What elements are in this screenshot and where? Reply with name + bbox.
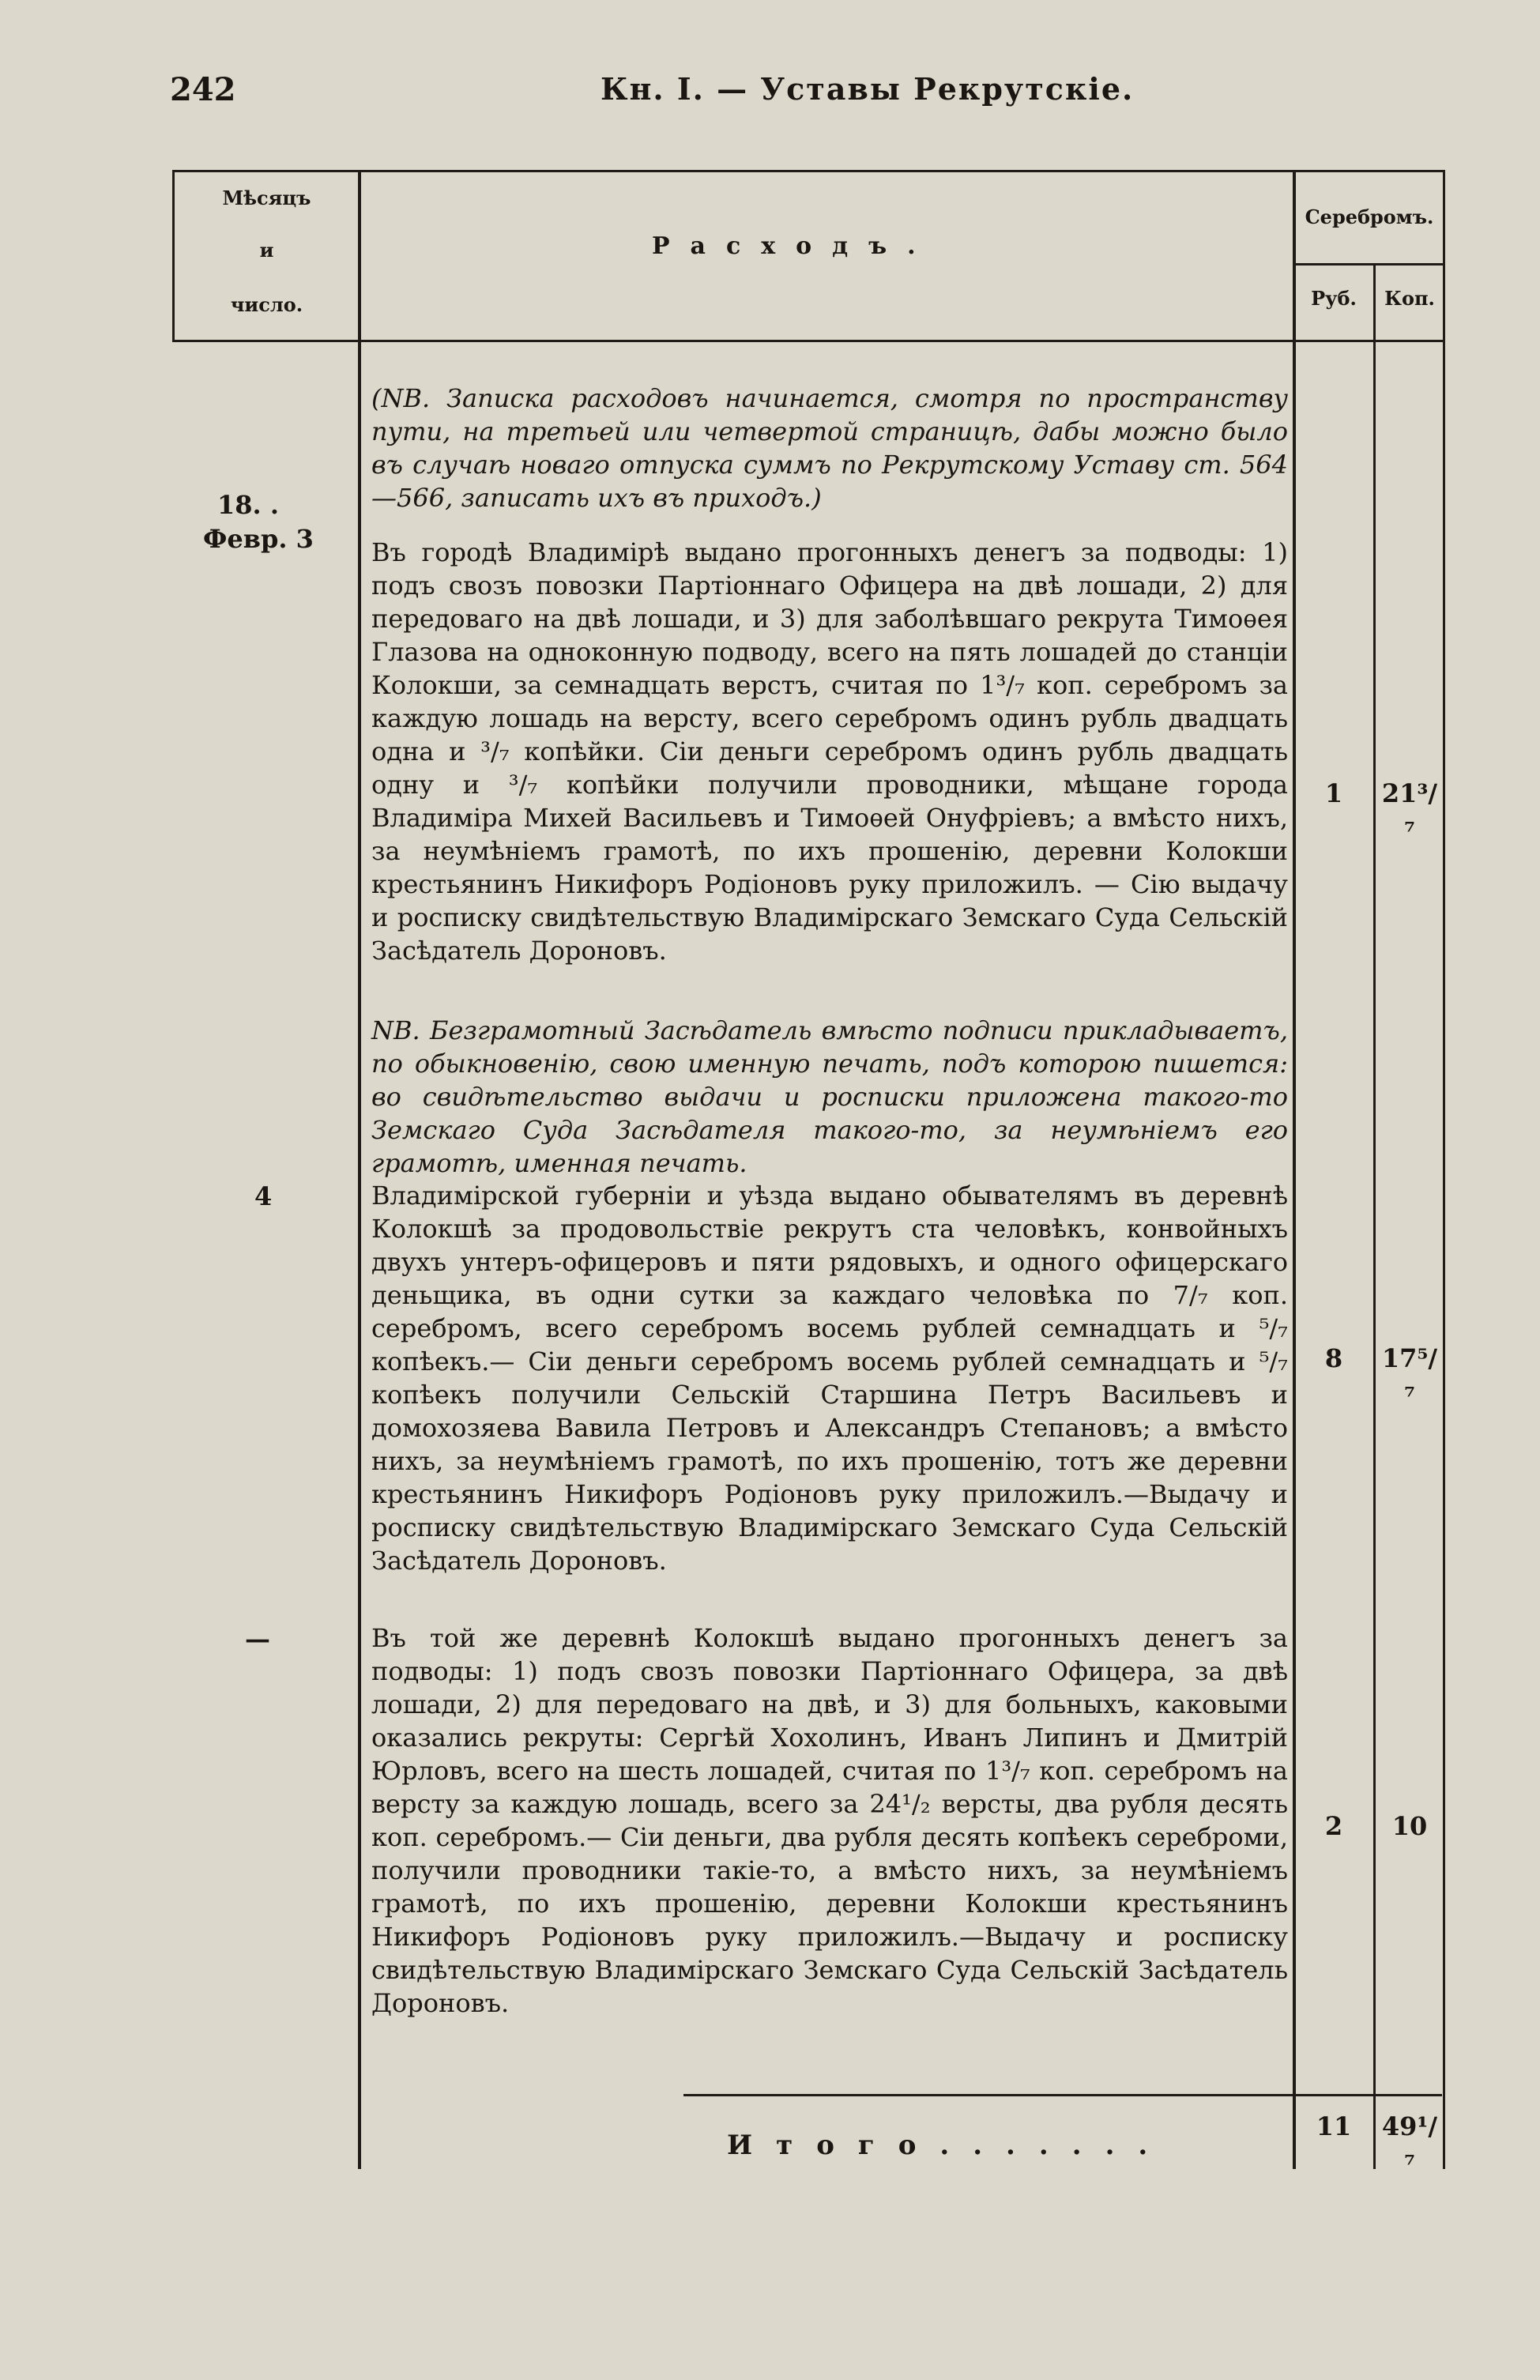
total-rule [683, 2094, 1442, 2096]
silver-header: Серебромъ. [1305, 205, 1434, 228]
running-head [0, 71, 1540, 119]
month-header-line3: число. [230, 292, 303, 316]
nb-note-entry: (NB. Записка расходовъ начинается, смотря по пространству пути, на третьей или четвертой страницѣ, дабы можно было въ случаѣ новаго отпуска суммъ по Рекрутскому Уставу ст. 564—566, записать ихъ въ приходъ.) [371, 383, 1288, 513]
total-kop: 49¹/₇ [1381, 2111, 1438, 2171]
kop-header: Коп. [1384, 287, 1435, 310]
month-header [178, 188, 356, 315]
kop-amount: 17⁵/₇ [1381, 1343, 1438, 1403]
rub-column-rule [1293, 170, 1296, 2169]
kop-column-rule [1373, 263, 1376, 2169]
running-title: Кн. I. — Уставы Рекрутскіе. [601, 71, 1135, 107]
table-top-rule [172, 170, 1444, 172]
expense-header: Расходъ. [652, 232, 936, 260]
table-right-rule [1443, 170, 1445, 2169]
table-left-rule [172, 170, 175, 342]
date-cell: 4 [254, 1181, 273, 1211]
month-header-line2: и [259, 239, 274, 262]
kop-amount: 21³/₇ [1381, 778, 1438, 838]
page-number: 242 [170, 71, 236, 108]
nb-seal-note: NB. Безграмотный Засѣдатель вмѣсто подписи прикладываетъ, по обыкновенію, свою именную печать, подъ которою пишется: во свидѣтельство выдачи и росписки приложена такого-то Земскаго Суда Засѣдателя такого-то, за неумѣніемъ его грамотѣ, именная печать. [371, 1015, 1288, 1178]
rub-amount: 8 [1324, 1343, 1343, 1373]
rub-header: Руб. [1311, 287, 1357, 310]
date-cell: — [245, 1624, 270, 1654]
header-bottom-rule [172, 340, 1444, 342]
month-header-line1: Мѣсяцъ [222, 186, 311, 209]
rub-amount: 2 [1324, 1811, 1343, 1841]
date-column-rule [358, 170, 361, 2169]
entry-text: Владимірской губерніи и уѣзда выдано обывателямъ въ деревнѣ Колокшѣ за продовольствіе рекрутъ ста человѣкъ, конвойныхъ двухъ унтеръ-офицеровъ и пяти рядовыхъ, и одного офицерскаго деньщика, въ одни сутки за каждаго человѣка по 7/₇ коп. серебромъ, всего серебромъ восемь рублей семнадцать и ⁵/₇ копѣекъ.— Сіи деньги серебромъ восемь рублей семнадцать и ⁵/₇ копѣекъ получили Сельскій Старшина Петръ Васильевъ и домохозяева Вавила Петровъ и Александръ Степановъ; а вмѣсто нихъ, за неумѣніемъ грамотѣ, по ихъ прошенію, тотъ же деревни крестьянинъ Никифоръ Родіоновъ руку приложилъ.—Выдачу и росписку свидѣтельствую Владимірскаго Земскаго Суда Сельскій Засѣдатель Дороновъ. [371, 1181, 1288, 1576]
entry-text: Въ той же деревнѣ Колокшѣ выдано прогонныхъ денегъ за подводы: 1) подъ свозъ повозки Партіоннаго Офицера, за двѣ лошади, 2) для передоваго на двѣ, и 3) для больныхъ, каковыми оказались рекруты: Сергѣй Хохолинъ, Иванъ Липинъ и Дмитрій Юрловъ, всего на шесть лошадей, считая по 1³/₇ коп. серебромъ на версту за каждую лошадь, всего за 24¹/₂ версты, два рубля десять коп. серебромъ.— Сіи деньги, два рубля десять копѣекъ сереброми, получили проводники такіе-то, а вмѣсто нихъ, за неумѣніемъ грамотѣ, по ихъ прошенію, деревни Колокши крестьянинъ Никифоръ Родіоновъ руку приложилъ.—Выдачу и росписку свидѣтельствую Владимірскаго Земскаго Суда Сельскій Засѣдатель Дороновъ. [371, 1623, 1288, 2018]
total-rub: 11 [1316, 2111, 1352, 2141]
silver-subheader-rule [1293, 263, 1444, 265]
total-label: Итого....... [727, 2130, 1172, 2161]
entry-text: Въ городѣ Владимірѣ выдано прогонныхъ денегъ за подводы: 1) подъ свозъ повозки Партіоннаго Офицера на двѣ лошади, 2) для передоваго на двѣ лошади, и 3) для заболѣвшаго рекрута Тимоѳея Глазова на одноконную подводу, всего на пять лошадей до станціи Колокши, за семнадцать верстъ, считая по 1³/₇ коп. серебромъ за каждую лошадь на версту, всего серебромъ одинъ рубль двадцать одна и ³/₇ копѣйки. Сіи деньги серебромъ одинъ рубль двадцать одну и ³/₇ копѣйки получили проводники, мѣщане города Владиміра Михей Васильевъ и Тимоѳей Онуфріевъ; а вмѣсто нихъ, за неумѣніемъ грамотѣ, по ихъ прошенію, деревни Колокши крестьянинъ Никифоръ Родіоновъ руку приложилъ. — Сію выдачу и росписку свидѣтельствую Владимірскаго Земскаго Суда Сельскій Засѣдатель Дороновъ. [371, 537, 1288, 966]
rub-amount: 1 [1324, 778, 1343, 808]
kop-amount: 10 [1391, 1811, 1428, 1841]
date-cell: Февр. 3 [203, 524, 314, 554]
date-year: 18. . [217, 490, 279, 520]
